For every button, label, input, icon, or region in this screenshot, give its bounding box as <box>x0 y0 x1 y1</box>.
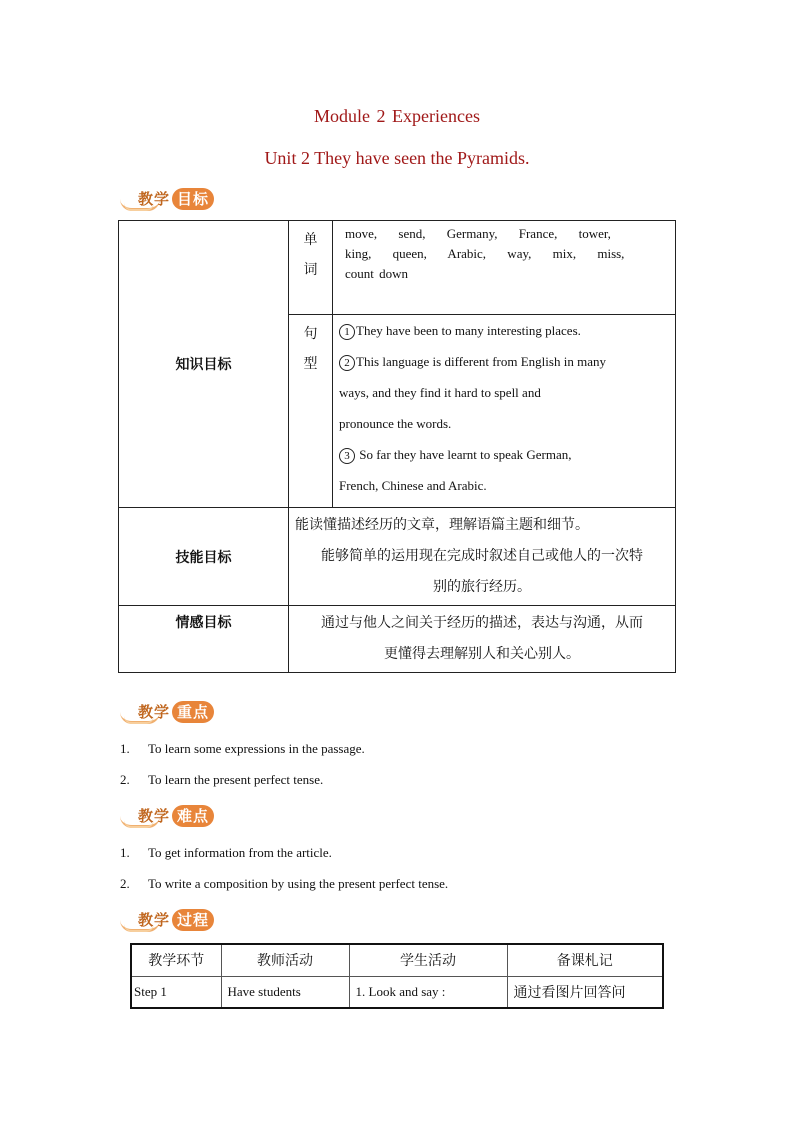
badge-char: 教 <box>138 807 155 825</box>
badge-pill: 重点 <box>172 701 214 723</box>
difficulties-badge <box>120 804 230 830</box>
key-point-item: 1. To learn some expressions in the passage. <box>120 741 365 756</box>
difficulty-item: 2. To write a composition by using the present perfect tense. <box>120 876 449 891</box>
sentence-line: 2 This language is different from English in many <box>339 346 665 377</box>
vocab-line: king, queen, Arabic, way, mix, miss, <box>345 246 625 261</box>
sentence-line: ways, and they find it hard to spell and <box>339 385 541 400</box>
vocab-cell <box>333 221 676 315</box>
vocab-line: move, send, Germany, France, tower, <box>345 226 611 241</box>
process-table <box>130 943 664 1009</box>
skill-line: 能够简单的运用现在完成时叙述自己或他人的一次特 <box>321 548 643 564</box>
table-cell: Step 1 <box>131 976 221 1008</box>
key-point-item: 2. To learn the present perfect tense. <box>120 772 324 787</box>
header-cell: 教学环节 <box>131 944 221 976</box>
circled-number: 3 <box>339 448 355 464</box>
badge-char: 学 <box>154 190 171 208</box>
emotion-line: 更懂得去理解别人和关心别人。 <box>384 646 580 662</box>
sentence-line: 3 So far they have learnt to speak German, <box>339 439 665 470</box>
badge-pill: 过程 <box>172 909 214 931</box>
sentence-cell <box>333 315 676 508</box>
badge-char: 学 <box>154 703 171 721</box>
unit-title: Unit 2 They have seen the Pyramids. <box>264 148 530 168</box>
header-cell: 备课札记 <box>507 944 663 976</box>
skill-goal-label: 技能目标 <box>119 508 289 606</box>
process-badge <box>120 908 230 934</box>
badge-char: 学 <box>154 911 171 929</box>
badge-char: 教 <box>138 703 155 721</box>
skill-line: 能读懂描述经历的文章，理解语篇主题和细节。 <box>295 517 589 533</box>
table-cell: Have students <box>221 976 349 1008</box>
header-cell: 学生活动 <box>349 944 507 976</box>
badge-pill: 难点 <box>172 805 214 827</box>
skill-line: 别的旅行经历。 <box>433 579 531 595</box>
key-points-badge <box>120 700 230 726</box>
table-cell: 1. Look and say : <box>349 976 507 1008</box>
emotion-line: 通过与他人之间关于经历的描述，表达与沟通，从而 <box>321 615 643 631</box>
badge-char: 教 <box>138 911 155 929</box>
knowledge-goal-label: 知识目标 <box>119 221 289 508</box>
badge-char: 教 <box>138 190 155 208</box>
vocab-sublabel: 单 词 <box>289 221 333 315</box>
vocab-line: count down <box>345 266 409 281</box>
emotion-goal-label: 情感目标 <box>119 606 289 673</box>
emotion-goal-cell <box>289 606 676 673</box>
sentence-line: 1 They have been to many interesting places. <box>339 315 665 346</box>
circled-number: 1 <box>339 324 355 340</box>
badge-pill: 目标 <box>172 188 214 210</box>
difficulty-item: 1. To get information from the article. <box>120 845 332 860</box>
module-title: Module 2 Experiences <box>314 106 480 126</box>
skill-goal-cell <box>289 508 676 606</box>
sentence-line: French, Chinese and Arabic. <box>339 478 487 493</box>
table-cell: 通过看图片回答问 <box>507 976 663 1008</box>
objectives-badge <box>120 187 230 213</box>
sentence-line: pronounce the words. <box>339 416 452 431</box>
badge-char: 学 <box>154 807 171 825</box>
sentence-sublabel: 句 型 <box>289 315 333 508</box>
circled-number: 2 <box>339 355 355 371</box>
header-cell: 教师活动 <box>221 944 349 976</box>
objectives-table <box>118 220 676 673</box>
